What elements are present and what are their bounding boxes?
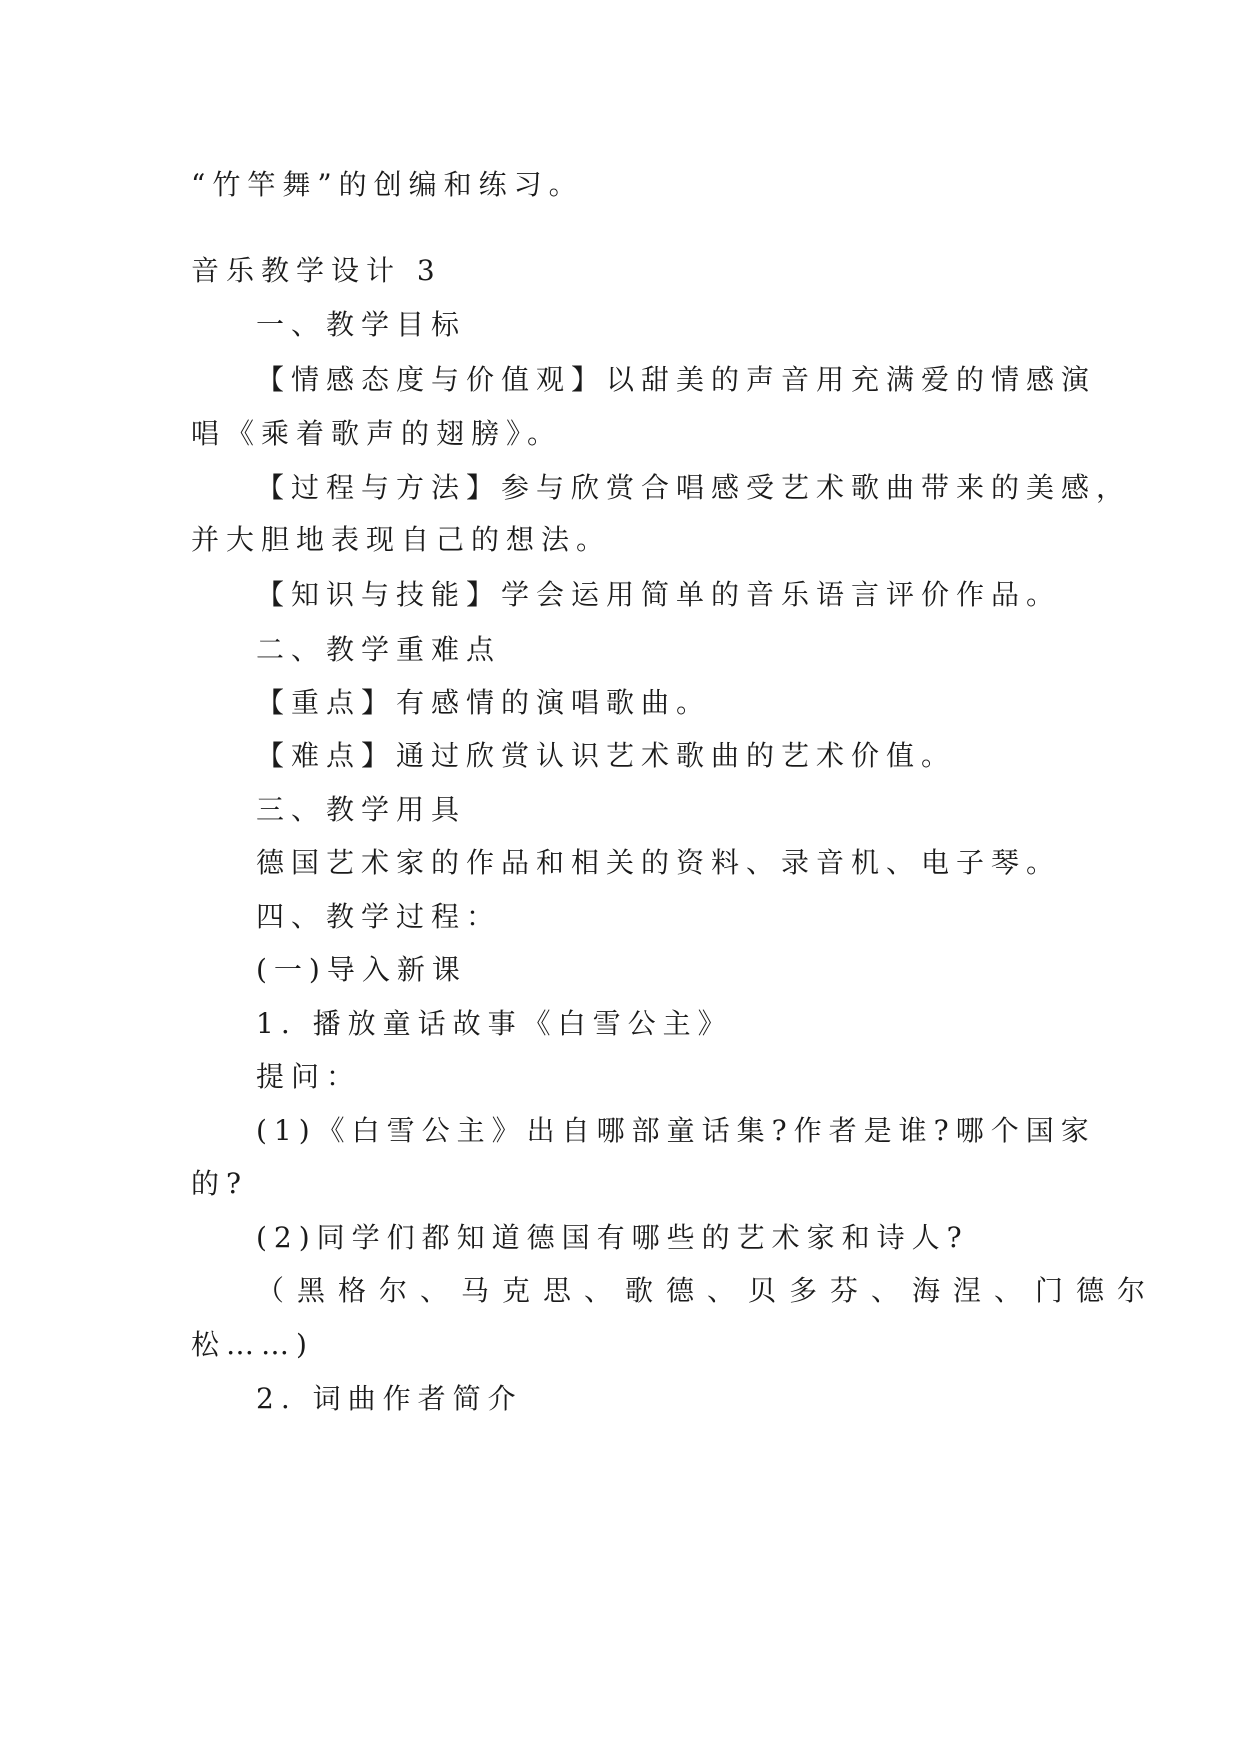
question-1-text-cont: 的?	[191, 1167, 249, 1200]
question-2-text: (2)同学们都知道德国有哪些的艺术家和诗人?	[256, 1221, 969, 1254]
heading-teaching-goals: 一、教学目标	[256, 308, 467, 341]
subheading-introduction: (一)导入新课	[256, 953, 467, 986]
goal-process-text-cont: 并大胆地表现自己的想法。	[191, 523, 612, 556]
section-title: 音乐教学设计 3	[191, 254, 442, 287]
step-2-text: 2. 词曲作者简介	[256, 1382, 523, 1415]
heading-teaching-tools: 三、教学用具	[256, 793, 467, 826]
heading-teaching-process: 四、教学过程：	[256, 900, 502, 933]
goal-emotion-text: 【情感态度与价值观】以甜美的声音用充满爱的情感演	[256, 363, 1097, 396]
question-label: 提问：	[256, 1060, 362, 1093]
difficulty-text: 【难点】通过欣赏认识艺术歌曲的艺术价值。	[256, 739, 957, 772]
goal-emotion-text-cont: 唱《乘着歌声的翅膀》。	[191, 417, 563, 450]
artist-list-text: （黑格尔、马克思、歌德、贝多芬、海涅、门德尔	[256, 1274, 1159, 1307]
goal-process-text: 【过程与方法】参与欣赏合唱感受艺术歌曲带来的美感，	[256, 471, 1132, 504]
question-1-text: (1)《白雪公主》出自哪部童话集?作者是谁?哪个国家	[256, 1114, 1096, 1147]
heading-key-points: 二、教学重难点	[256, 633, 502, 666]
goal-knowledge-text: 【知识与技能】学会运用简单的音乐语言评价作品。	[256, 578, 1062, 611]
key-point-text: 【重点】有感情的演唱歌曲。	[256, 686, 712, 719]
step-1-text: 1. 播放童话故事《白雪公主》	[256, 1007, 733, 1040]
tools-text: 德国艺术家的作品和相关的资料、录音机、电子琴。	[256, 846, 1062, 879]
artist-list-text-cont: 松……)	[191, 1328, 314, 1361]
intro-text: “竹竿舞”的创编和练习。	[191, 168, 584, 201]
